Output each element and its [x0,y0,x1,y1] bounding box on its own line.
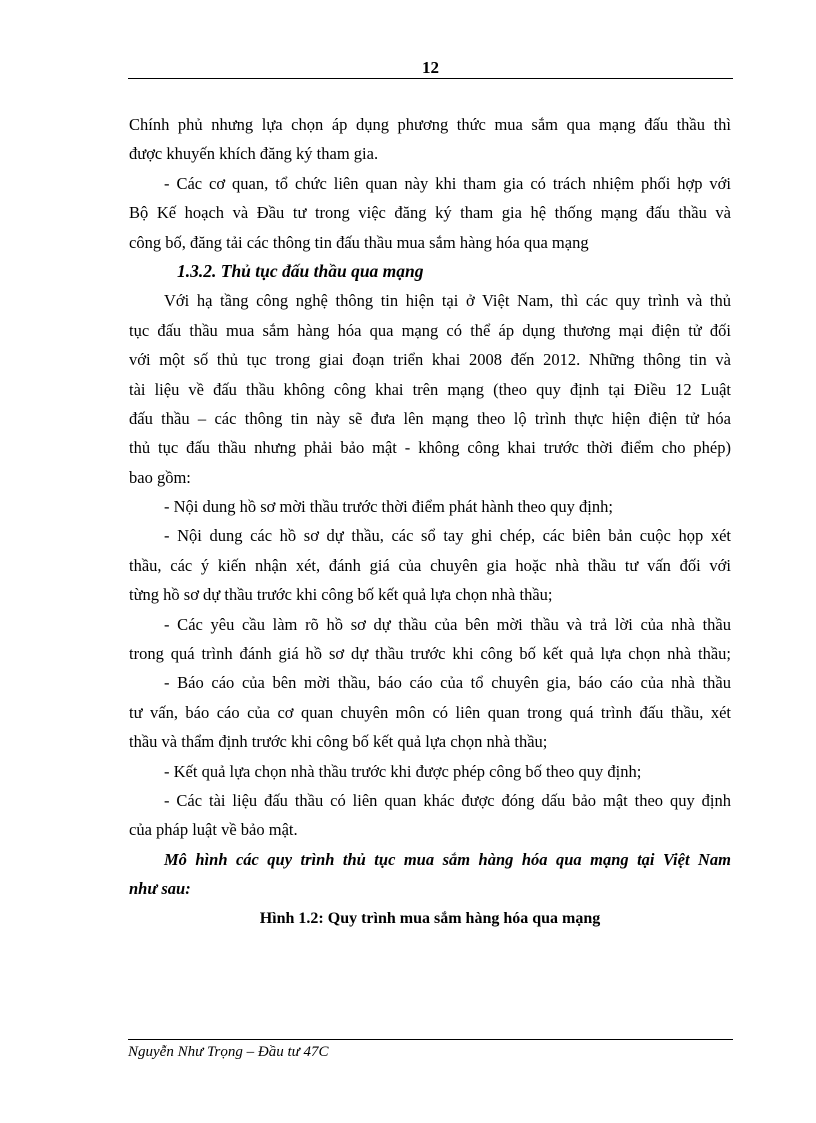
paragraph-line: Với hạ tầng công nghệ thông tin hiện tại ở Việt Nam, thì các quy trình và thủ [164,291,731,311]
page-number: 12 [422,58,439,77]
section-heading: 1.3.2. Thủ tục đấu thầu qua mạng [177,260,424,281]
paragraph-line: với một số thủ tục trong giai đoạn triển khai 2008 đến 2012. Những thông tin và [129,350,731,370]
header-rule [128,78,733,79]
paragraph-line: công bố, đăng tải các thông tin đấu thầu mua sắm hàng hóa qua mạng [129,232,589,252]
footer-rule [128,1039,733,1040]
document-body [129,110,731,933]
paragraph-line: tục đấu thầu mua sắm hàng hóa qua mạng có thể áp dụng thương mại điện tử đối [129,320,731,340]
paragraph-line: từng hồ sơ dự thầu trước khi công bố kết quả lựa chọn nhà thầu; [129,585,553,605]
paragraph-line: tư vấn, báo cáo của cơ quan chuyên môn có liên quan trong quá trình đấu thầu, xét [129,702,731,722]
paragraph-line: - Các cơ quan, tổ chức liên quan này khi tham gia có trách nhiệm phối hợp với [164,173,731,193]
paragraph-line: của pháp luật về bảo mật. [129,820,298,840]
paragraph-line: thầu, các ý kiến nhận xét, đánh giá của chuyên gia hoặc nhà thầu tư vấn đối với [129,555,731,575]
paragraph-line: bao gồm: [129,467,191,487]
footer-author: Nguyễn Như Trọng – Đầu tư 47C [128,1044,329,1060]
model-intro: Mô hình các quy trình thủ tục mua sắm hàng hóa qua mạng tại Việt Nam [164,849,731,869]
figure-caption: Hình 1.2: Quy trình mua sắm hàng hóa qua mạng [259,909,601,927]
paragraph-line: Chính phủ nhưng lựa chọn áp dụng phương thức mua sắm qua mạng đấu thầu thì [129,115,731,134]
list-item: - Nội dung hồ sơ mời thầu trước thời điểm phát hành theo quy định; [164,497,613,517]
list-item: - Nội dung các hồ sơ dự thầu, các sổ tay ghi chép, các biên bản cuộc họp xét [164,526,731,546]
paragraph-line: trong quá trình đánh giá hồ sơ dự thầu trước khi công bố kết quả lựa chọn nhà thầu; [129,644,731,664]
list-item: - Kết quả lựa chọn nhà thầu trước khi được phép công bố theo quy định; [164,761,642,781]
list-item: - Các yêu cầu làm rõ hồ sơ dự thầu của bên mời thầu và trả lời của nhà thầu [164,614,731,634]
paragraph-line: đấu thầu – các thông tin này sẽ đưa lên mạng theo lộ trình thực hiện điện tử hóa [129,408,731,428]
paragraph-line: tài liệu về đấu thầu không công khai trên mạng (theo quy định tại Điều 12 Luật [129,379,731,399]
paragraph-line: Bộ Kế hoạch và Đầu tư trong việc đăng ký tham gia hệ thống mạng đấu thầu và [129,203,731,223]
model-intro: như sau: [129,879,191,899]
paragraph-line: thầu và thẩm định trước khi công bố kết quả lựa chọn nhà thầu; [129,732,548,752]
paragraph-line: được khuyến khích đăng ký tham gia. [129,144,379,164]
paragraph-line: thủ tục đấu thầu nhưng phải bảo mật - không công khai trước thời điểm cho phép) [129,438,731,458]
list-item: - Các tài liệu đấu thầu có liên quan khác được đóng dấu bảo mật theo quy định [164,790,731,810]
list-item: - Báo cáo của bên mời thầu, báo cáo của tổ chuyên gia, báo cáo của nhà thầu [164,673,731,693]
